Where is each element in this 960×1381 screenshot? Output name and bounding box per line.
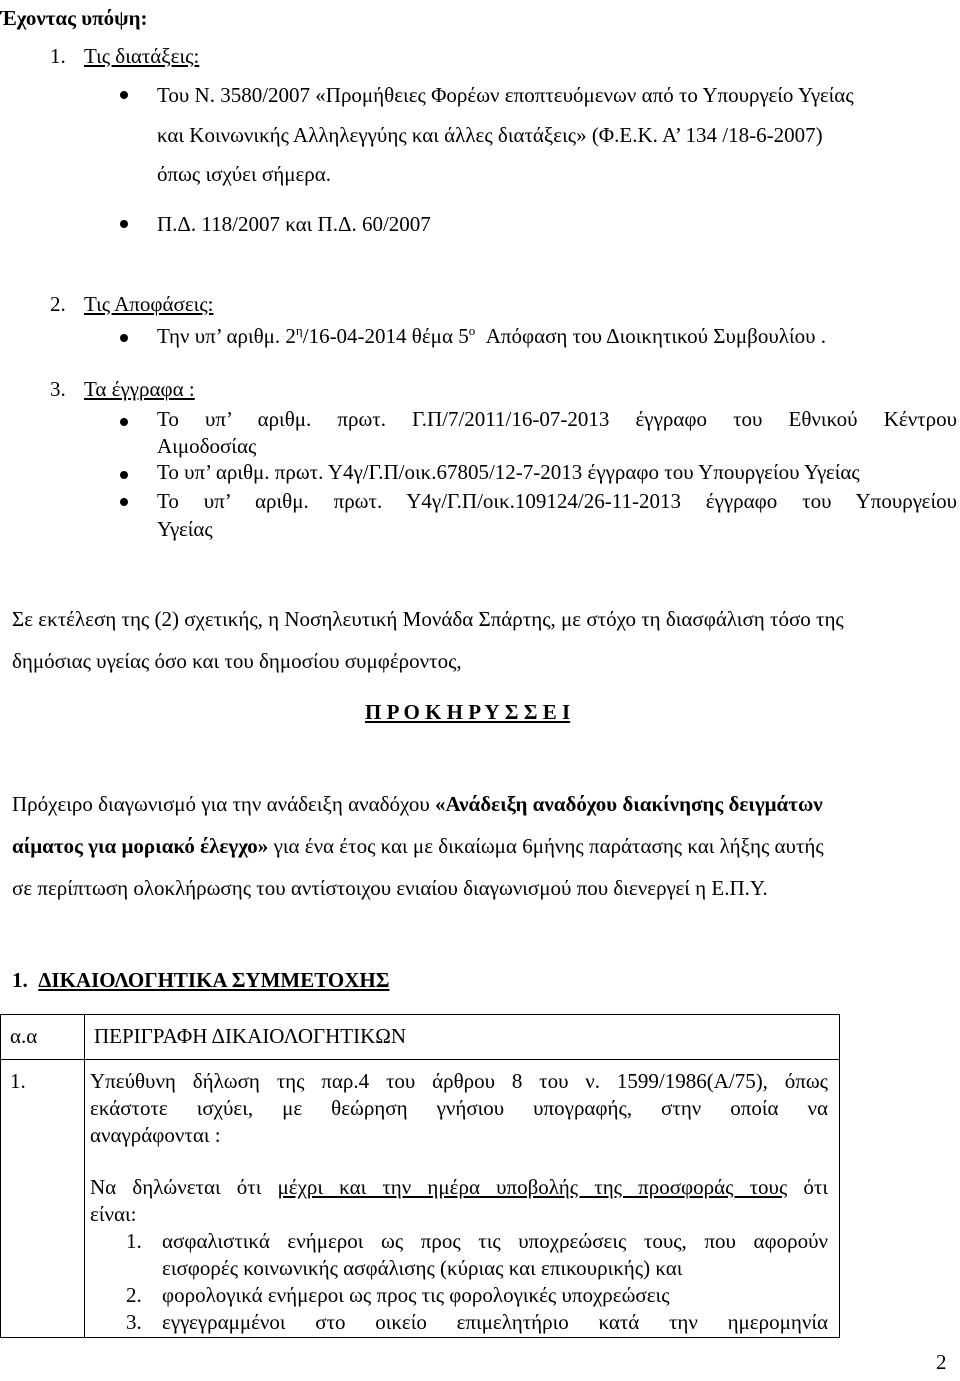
table-row-number: 1. bbox=[10, 1069, 26, 1093]
intro-line1: Σε εκτέλεση της (2) σχετικής, η Νοσηλευτική Μονάδα Σπάρτης, με στόχο τη διασφάλιση τόσο της bbox=[12, 607, 844, 631]
doc-ekea-line2: Αιμοδοσίας bbox=[157, 434, 257, 458]
section-2-number: 2. bbox=[50, 292, 66, 316]
bullet-icon bbox=[120, 220, 128, 228]
list-item-number: 1. bbox=[126, 1229, 142, 1253]
doc-67805: Το υπ’ αριθμ. πρωτ. Υ4γ/Γ.Π/οικ.67805/12-7-2013 έγγραφο του Υπουργείου Υγείας bbox=[157, 460, 860, 484]
section-2-title: Τις Αποφάσεις: bbox=[84, 292, 214, 316]
page-number: 2 bbox=[936, 1350, 947, 1374]
bullet-icon bbox=[120, 91, 128, 99]
intro-line2: δημόσιας υγείας όσο και του δημοσίου συμφέροντος, bbox=[12, 649, 462, 673]
list-item-number: 2. bbox=[126, 1283, 142, 1307]
section-3-number: 3. bbox=[50, 377, 66, 401]
law-3580-line2: και Κοινωνικής Αλληλεγγύης και άλλες διατάξεις» (Φ.Ε.Κ. Α’ 134 /18-6-2007) bbox=[157, 123, 823, 147]
tender-line2: αίματος για μοριακό έλεγχο» για ένα έτος και με δικαίωμα 6μήνης παράτασης και λήξης αυτής bbox=[12, 834, 824, 858]
bullet-icon bbox=[120, 498, 128, 506]
bullet-icon bbox=[120, 471, 128, 479]
heading: Έχοντας υπόψη: bbox=[0, 6, 148, 30]
law-3580-line1: Του Ν. 3580/2007 «Προμήθειες Φορέων εποπτευόμενων από το Υπουργείο Υγείας bbox=[157, 83, 854, 107]
doc-109124-line2: Υγείας bbox=[157, 517, 213, 541]
section-3-title: Τα έγγραφα : bbox=[84, 377, 195, 401]
docs-section-heading: 1. ΔΙΚΑΙΟΛΟΓΗΤΙΚΑ ΣΥΜΜΕΤΟΧΗΣ bbox=[12, 968, 390, 992]
pd-118-60: Π.Δ. 118/2007 και Π.Δ. 60/2007 bbox=[157, 212, 431, 236]
list-item: φορολογικά ενήμεροι ως προς τις φορολογικές υποχρεώσεις bbox=[162, 1283, 670, 1307]
table-header-aa: α.α bbox=[10, 1024, 38, 1048]
declaration-intro-line2: είναι: bbox=[90, 1202, 137, 1226]
bullet-icon bbox=[120, 418, 128, 426]
tender-line3: σε περίπτωση ολοκλήρωσης του αντίστοιχου ενιαίου διαγωνισμού που διενεργεί η Ε.Π.Υ. bbox=[12, 876, 768, 900]
tender-line1: Πρόχειρο διαγωνισμό για την ανάδειξη αναδόχου «Ανάδειξη αναδόχου διακίνησης δειγμάτων bbox=[12, 792, 823, 816]
table-header-description: ΠΕΡΙΓΡΑΦΗ ΔΙΚΑΙΟΛΟΓΗΤΙΚΩΝ bbox=[94, 1024, 407, 1048]
declaration-line2: εκάστοτε ισχύει, με θεώρηση γνήσιου υπογραφής, στην οποία να bbox=[90, 1096, 828, 1120]
board-decision: Την υπ’ αριθμ. $2^\eta/16-04-2014$ θέμα $5^o$ Απόφαση του Διοικητικού Συμβουλίου . bbox=[157, 323, 826, 348]
doc-109124-line1: Το υπ’ αριθμ. πρωτ. Υ4γ/Γ.Π/οικ.109124/26-11-2013 έγγραφο του Υπουργείου bbox=[157, 489, 957, 513]
bullet-icon bbox=[120, 334, 128, 342]
section-1-title: Τις διατάξεις: bbox=[84, 44, 200, 68]
list-item: εγγεγραμμένοι στο οικείο επιμελητήριο κατά την ημερομηνία bbox=[162, 1310, 828, 1334]
doc-ekea-line1: Το υπ’ αριθμ. πρωτ. Γ.Π/7/2011/16-07-2013 έγγραφο του Εθνικού Κέντρου bbox=[157, 407, 957, 431]
list-item-continuation: εισφορές κοινωνικής ασφάλισης (κύριας και επικουρικής) και bbox=[162, 1256, 683, 1280]
declaration-intro-line1: Να δηλώνεται ότι μέχρι και την ημέρα υποβολής της προσφοράς τους ότι bbox=[90, 1175, 829, 1199]
section-1-number: 1. bbox=[50, 44, 66, 68]
proclaims-heading: Π Ρ Ο Κ Η Ρ Υ Σ Σ Ε Ι bbox=[365, 700, 571, 724]
declaration-line3: αναγράφονται : bbox=[90, 1123, 221, 1147]
declaration-line1: Υπεύθυνη δήλωση της παρ.4 του άρθρου 8 του ν. 1599/1986(Α/75), όπως bbox=[90, 1069, 828, 1093]
list-item-number: 3. bbox=[126, 1310, 142, 1334]
list-item: ασφαλιστικά ενήμεροι ως προς τις υποχρεώσεις τους, που αφορούν bbox=[162, 1229, 828, 1253]
law-3580-line3: όπως ισχύει σήμερα. bbox=[157, 162, 332, 186]
